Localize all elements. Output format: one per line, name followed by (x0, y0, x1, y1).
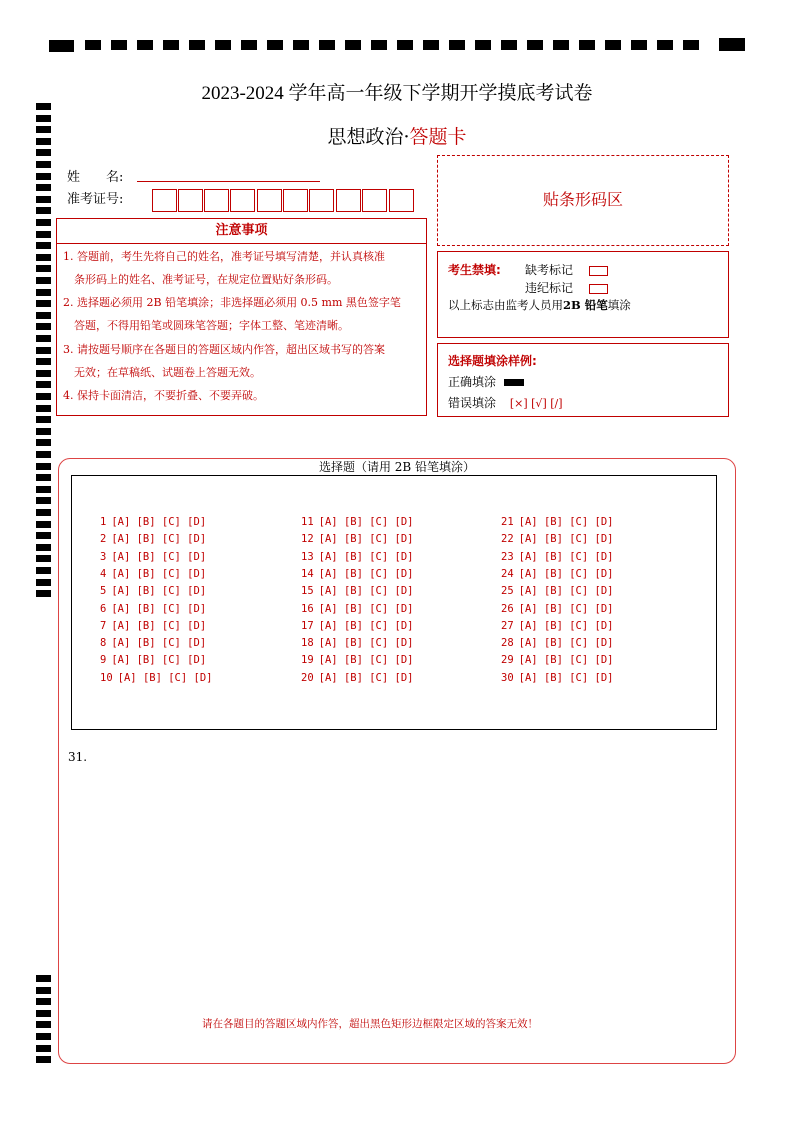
question-number: 16 (301, 602, 314, 615)
timing-mark (36, 381, 51, 388)
timing-mark (36, 358, 51, 365)
id-digit-box[interactable] (152, 189, 177, 212)
timing-mark (36, 590, 51, 597)
timing-mark (36, 579, 51, 586)
answer-options[interactable]: [A] [B] [C] [D] (111, 654, 207, 667)
id-digit-box[interactable] (257, 189, 282, 212)
answer-options[interactable]: [A] [B] [C] [D] (111, 567, 207, 580)
choice-question-row (501, 637, 613, 649)
id-digit-box[interactable] (178, 189, 203, 212)
question-number: 15 (301, 585, 314, 598)
choice-question-row (100, 551, 206, 563)
id-digit-box[interactable] (309, 189, 334, 212)
answer-options[interactable]: [A] [B] [C] [D] (318, 671, 414, 684)
question-31-answer-space[interactable] (70, 765, 720, 1005)
timing-mark (36, 428, 51, 435)
choice-question-row (100, 637, 206, 649)
timing-mark (36, 289, 51, 296)
notice-item: 3. 请按题号顺序在各题目的答题区域内作答，超出区域书写的答案 (63, 343, 385, 356)
answer-options[interactable]: [A] [B] [C] [D] (117, 671, 213, 684)
barcode-area (437, 155, 729, 246)
subject-label: 思想政治· (327, 126, 410, 148)
choice-question-row (301, 672, 413, 684)
choice-question-row (301, 654, 413, 666)
choice-question-row (301, 603, 413, 615)
timing-mark (36, 323, 51, 330)
absent-checkbox[interactable] (589, 266, 608, 276)
notice-title: 注意事项 (57, 219, 426, 244)
choice-question-row (501, 516, 613, 528)
violation-checkbox[interactable] (589, 284, 608, 294)
timing-mark (36, 555, 51, 562)
answer-options[interactable]: [A] [B] [C] [D] (318, 619, 414, 632)
name-label: 姓 名: (67, 170, 124, 185)
name-field[interactable] (137, 181, 320, 182)
answer-options[interactable]: [A] [B] [C] [D] (111, 602, 207, 615)
question-number: 24 (501, 567, 514, 580)
choice-question-row (100, 568, 206, 580)
fill-sample-title: 选择题填涂样例: (448, 354, 537, 368)
examiner-note-suffix: 填涂 (607, 298, 631, 312)
timing-mark (36, 335, 51, 342)
choice-question-row (100, 516, 206, 528)
barcode-label: 贴条形码区 (542, 190, 623, 209)
examiner-note-prefix: 以上标志由监考人员用 (448, 298, 563, 312)
timing-mark (36, 567, 51, 574)
timing-mark (36, 149, 51, 156)
timing-mark (36, 312, 51, 319)
answer-options[interactable]: [A] [B] [C] [D] (318, 654, 414, 667)
notice-item: 无效；在草稿纸、试题卷上答题无效。 (63, 366, 261, 379)
choice-section-title: 选择题（请用 2B 铅笔填涂） (318, 460, 476, 474)
notice-item: 条形码上的姓名、准考证号，在规定位置贴好条形码。 (63, 273, 338, 286)
choice-question-row (501, 654, 613, 666)
question-number: 4 (100, 567, 107, 580)
choice-question-row (501, 603, 613, 615)
answer-options[interactable]: [A] [B] [C] [D] (318, 585, 414, 598)
notice-item: 答题，不得用铅笔或圆珠笔答题；字体工整、笔迹清晰。 (63, 319, 349, 332)
id-digit-box[interactable] (362, 189, 387, 212)
question-number: 21 (501, 516, 514, 528)
answer-options[interactable]: [A] [B] [C] [D] (111, 533, 207, 546)
question-number: 5 (100, 585, 107, 598)
choice-question-row (301, 620, 413, 632)
question-31-label: 31. (68, 750, 88, 764)
question-number: 9 (100, 654, 107, 667)
question-number: 13 (301, 550, 314, 563)
timing-mark (36, 544, 51, 551)
question-number: 2 (100, 533, 107, 546)
filled-mark-icon (504, 379, 524, 386)
timing-mark (36, 509, 51, 516)
examiner-note-bold: 2B 铅笔 (563, 298, 608, 312)
question-number: 11 (301, 516, 314, 528)
question-number: 10 (100, 671, 113, 684)
choice-question-row (501, 568, 613, 580)
footer-warning: 请在各题目的答题区域内作答，超出黑色矩形边框限定区域的答案无效！ (202, 1018, 538, 1030)
timing-mark (36, 532, 51, 539)
timing-mark (36, 115, 51, 122)
question-number: 1 (100, 516, 107, 528)
choice-question-row (501, 585, 613, 597)
correct-fill (448, 373, 524, 390)
timing-mark (36, 242, 51, 249)
fill-sample-box (437, 343, 729, 417)
answer-options[interactable]: [A] [B] [C] [D] (111, 516, 207, 528)
timing-mark (36, 521, 51, 528)
choice-question-row (301, 637, 413, 649)
question-number: 3 (100, 550, 107, 563)
timing-mark (36, 998, 51, 1005)
id-digit-box[interactable] (204, 189, 229, 212)
timing-mark (36, 987, 51, 994)
timing-mark (36, 173, 51, 180)
question-number: 18 (301, 637, 314, 650)
question-number: 29 (501, 654, 514, 667)
wrong-fill (448, 394, 563, 411)
question-number: 12 (301, 533, 314, 546)
choice-question-row (301, 551, 413, 563)
timing-mark (36, 184, 51, 191)
choice-question-row (301, 533, 413, 545)
timing-mark (36, 231, 51, 238)
timing-mark (36, 975, 51, 982)
wrong-fill-marks: [×] [√] [/] (509, 397, 563, 410)
answer-options[interactable]: [A] [B] [C] [D] (518, 671, 614, 684)
question-number: 19 (301, 654, 314, 667)
question-number: 6 (100, 602, 107, 615)
correct-fill-label: 正确填涂 (448, 375, 497, 389)
timing-mark (36, 254, 51, 261)
choice-question-row (100, 533, 206, 545)
exam-title: 2023-2024 学年高一年级下学期开学摸底考试卷 (201, 83, 593, 104)
timing-mark (36, 161, 51, 168)
choice-question-row (301, 568, 413, 580)
notice-item: 4. 保持卡面清洁，不要折叠、不要弄破。 (63, 389, 264, 402)
violation-label: 违纪标记 (525, 281, 574, 295)
answer-options[interactable]: [A] [B] [C] [D] (518, 585, 614, 598)
choice-question-row (501, 551, 613, 563)
answer-options[interactable]: [A] [B] [C] [D] (518, 654, 614, 667)
timing-mark (36, 347, 51, 354)
answer-options[interactable]: [A] [B] [C] [D] (318, 602, 414, 615)
timing-mark (36, 393, 51, 400)
question-number: 7 (100, 619, 107, 632)
notice-item: 1. 答题前，考生先将自己的姓名，准考证号填写清楚，并认真核准 (63, 250, 385, 263)
answer-options[interactable]: [A] [B] [C] [D] (318, 637, 414, 650)
choice-question-row (100, 585, 206, 597)
answer-options[interactable]: [A] [B] [C] [D] (111, 619, 207, 632)
absent-mark (525, 261, 608, 278)
timing-mark (36, 265, 51, 272)
timing-mark (36, 1045, 51, 1052)
examiner-only-label: 考生禁填: (448, 263, 501, 277)
choice-question-row (100, 603, 206, 615)
timing-mark (36, 196, 51, 203)
wrong-fill-label: 错误填涂 (448, 396, 497, 410)
timing-mark (36, 1056, 51, 1063)
timing-mark (36, 207, 51, 214)
choice-question-row (100, 620, 206, 632)
id-digit-box[interactable] (389, 189, 414, 212)
timing-mark (36, 370, 51, 377)
answer-options[interactable]: [A] [B] [C] [D] (318, 567, 414, 580)
timing-mark (36, 277, 51, 284)
timing-mark (36, 1033, 51, 1040)
question-number: 8 (100, 637, 107, 650)
answer-options[interactable]: [A] [B] [C] [D] (111, 637, 207, 650)
question-number: 26 (501, 602, 514, 615)
choice-question-row (301, 516, 413, 528)
id-digit-box[interactable] (336, 189, 361, 212)
notice-item: 2. 选择题必须用 2B 铅笔填涂；非选择题必须用 0.5 mm 黑色签字笔 (63, 296, 401, 309)
choice-question-row (501, 620, 613, 632)
timing-mark (36, 474, 51, 481)
question-number: 22 (501, 533, 514, 546)
absent-label: 缺考标记 (525, 263, 574, 277)
timing-mark (36, 451, 51, 458)
id-label: 准考证号: (67, 192, 124, 207)
question-number: 27 (501, 619, 514, 632)
choice-question-row (100, 672, 212, 684)
id-digit-box[interactable] (230, 189, 255, 212)
answer-options[interactable]: [A] [B] [C] [D] (318, 533, 414, 546)
subject-title (0, 122, 794, 149)
timing-mark (36, 300, 51, 307)
choice-question-row (501, 533, 613, 545)
timing-mark (36, 405, 51, 412)
violation-mark (525, 279, 608, 296)
answer-options[interactable]: [A] [B] [C] [D] (318, 550, 414, 563)
timing-mark (36, 486, 51, 493)
timing-mark (36, 219, 51, 226)
id-digit-box[interactable] (283, 189, 308, 212)
answer-options[interactable]: [A] [B] [C] [D] (518, 516, 614, 528)
answer-options[interactable]: [A] [B] [C] [D] (111, 550, 207, 563)
examiner-only-box (437, 251, 729, 338)
question-number: 17 (301, 619, 314, 632)
card-label: 答题卡 (409, 126, 467, 148)
choice-question-row (100, 654, 206, 666)
answer-options[interactable]: [A] [B] [C] [D] (111, 585, 207, 598)
question-number: 25 (501, 585, 514, 598)
examiner-note (448, 297, 631, 313)
question-number: 28 (501, 637, 514, 650)
answer-options[interactable]: [A] [B] [C] [D] (518, 533, 614, 546)
answer-options[interactable]: [A] [B] [C] [D] (318, 516, 414, 528)
question-number: 30 (501, 671, 514, 684)
answer-options[interactable]: [A] [B] [C] [D] (518, 637, 614, 650)
question-number: 20 (301, 671, 314, 684)
choice-question-row (301, 585, 413, 597)
choice-question-row (501, 672, 613, 684)
answer-options[interactable]: [A] [B] [C] [D] (518, 619, 614, 632)
question-number: 14 (301, 567, 314, 580)
answer-options[interactable]: [A] [B] [C] [D] (518, 602, 614, 615)
timing-mark (36, 439, 51, 446)
notice-box (56, 218, 427, 416)
timing-mark (36, 416, 51, 423)
timing-mark (36, 497, 51, 504)
answer-options[interactable]: [A] [B] [C] [D] (518, 567, 614, 580)
question-number: 23 (501, 550, 514, 563)
answer-options[interactable]: [A] [B] [C] [D] (518, 550, 614, 563)
